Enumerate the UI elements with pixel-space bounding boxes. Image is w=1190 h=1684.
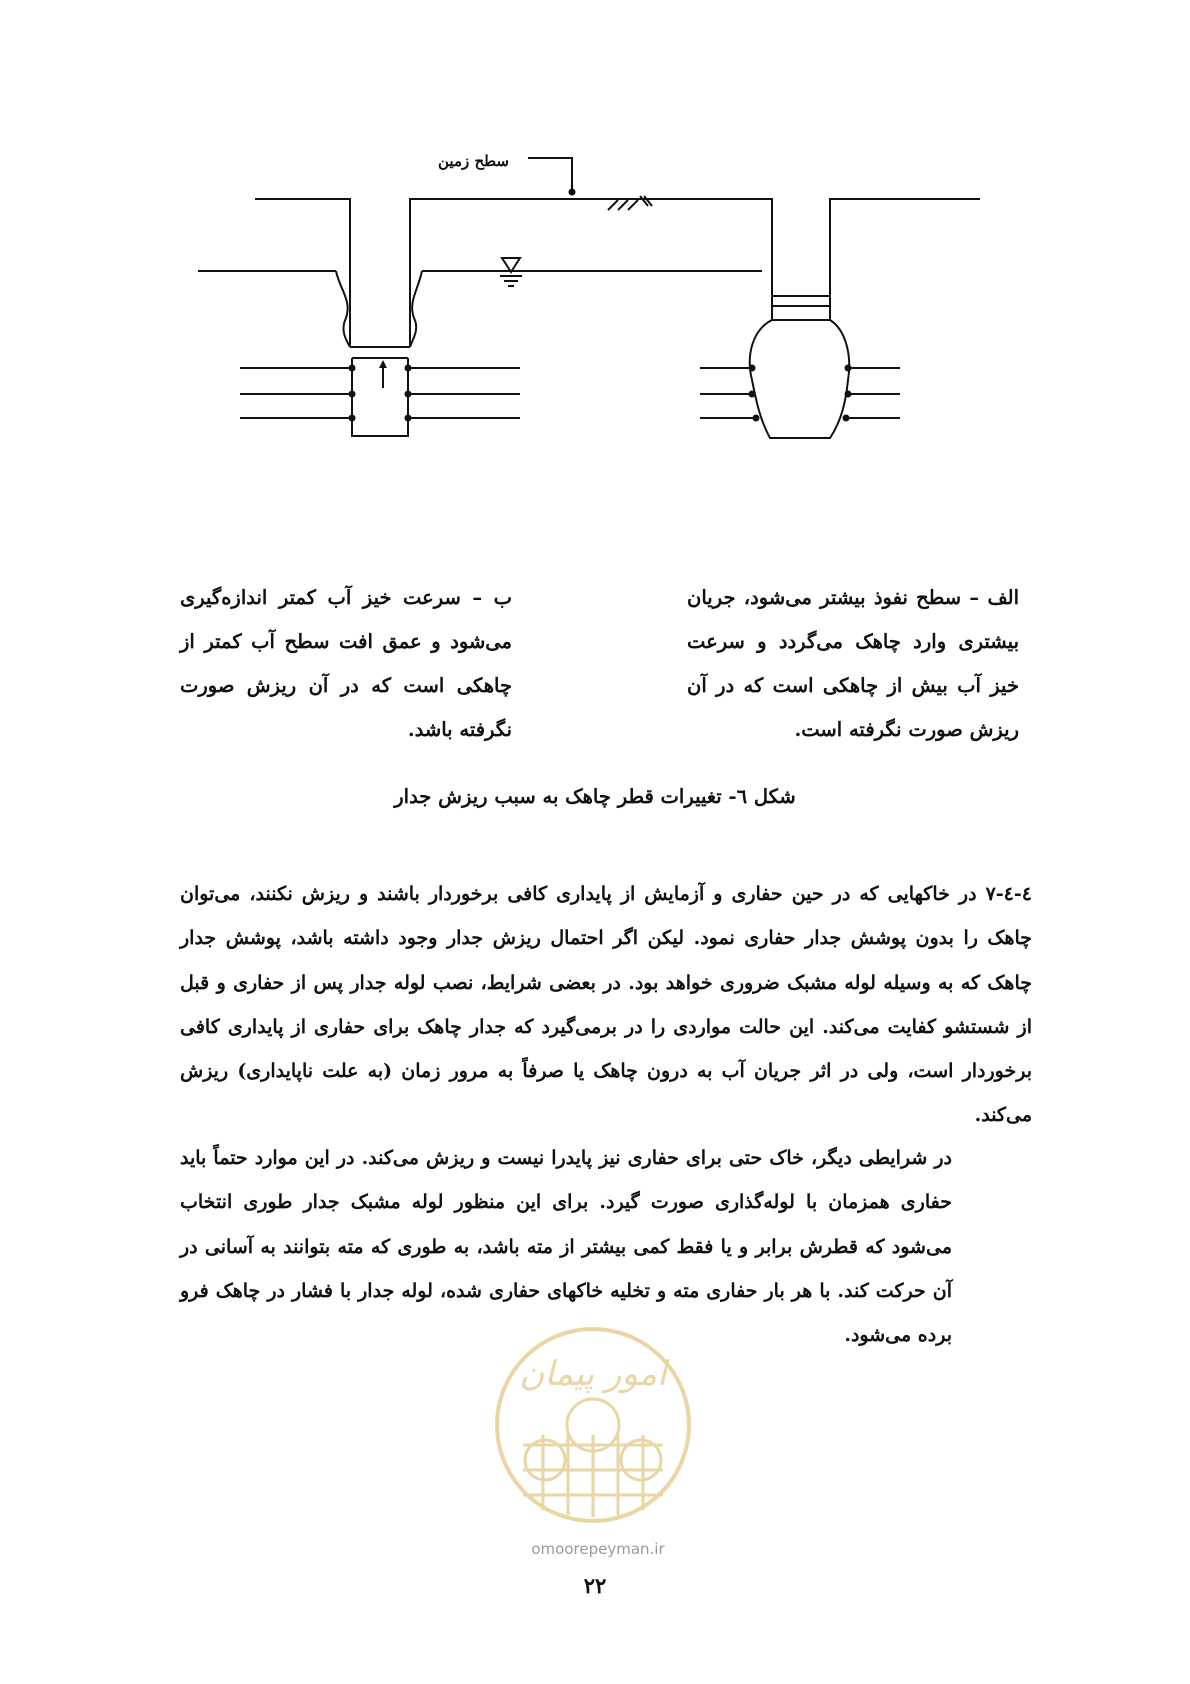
left-well-body: [352, 358, 408, 436]
ground-surface-right: [830, 199, 980, 296]
caption-a: الف – سطح نفوذ بیشتر می‌شود، جریان بیشتری وارد چاهک می‌گردد و سرعت خیز آب بیش از چاهکی است که در آن ریزش صورت نگرفته است.: [687, 586, 1019, 741]
paragraph-continuation: در شرایطی دیگر، خاک حتی برای حفاری نیز پایدرا نیست و ریزش می‌کند. در این موارد حتماً باید حفاری همزمان با لوله‌گذاری صورت گیرد. برای این منظور لوله مشبک جدار طوری انتخاب می‌شود که قطرش برابر و یا فقط کمی بیشتر از مته باشد، به طوری که مته بتوانند به آسانی در آن حرکت کند. با هر بار حفاری مته و تخلیه خاکهای حفاری شده، لوله جدار با فشار در چاهک فرو برده می‌شود.: [180, 1147, 952, 1347]
page-number: ٢٢: [583, 1573, 607, 1598]
left-well-wall-left: [336, 271, 350, 347]
right-well-casing: [772, 296, 830, 320]
left-well-wall-right: [410, 271, 422, 347]
label-leader: [528, 158, 572, 190]
watermark-url: omoorepeyman.ir: [531, 1540, 665, 1558]
watermark-logo-text: امور پیمان: [519, 1354, 667, 1394]
figure-title: شکل ٦- تغییرات قطر چاهک به سبب ریزش جدار: [394, 785, 796, 808]
right-well-cavity: [750, 320, 849, 438]
caption-b: ب – سرعت خیز آب کمتر اندازه‌گیری می‌شود و عمق افت سطح آب کمتر از چاهکی است که در آن ریزش صورت نگرفته باشد.: [180, 586, 512, 741]
watermark-logo: [493, 1325, 693, 1525]
paragraph-4-4-7: ٤-٤-٧ در خاکهایی که در حین حفاری و آزمایش از پایداری کافی برخوردار باشند و ریزش نکنند، می‌توان چاهک را بدون پوشش جدار حفاری نمود. لیکن اگر احتمال ریزش جدار وجود داشته باشد، پوشش جدار چاهک که به وسیله لوله مشبک ضروری خواهد بود. در بعضی شرایط، نصب لوله جدار پس از حفاری و قبل از شستشو کفایت می‌کند. این حالت مواردی را در برمی‌گیرد که جدار چاهک برای حفاری از پایداری کافی برخوردار است، ولی در اثر جریان آب به درون چاهک یا صرفاً به مرور زمان (به علت ناپایداری) ریزش می‌کند.: [180, 883, 1032, 1127]
ground-surface-middle: [410, 199, 772, 347]
well-diagram: [0, 0, 1190, 520]
ground-surface-label: سطح زمین: [438, 152, 510, 170]
